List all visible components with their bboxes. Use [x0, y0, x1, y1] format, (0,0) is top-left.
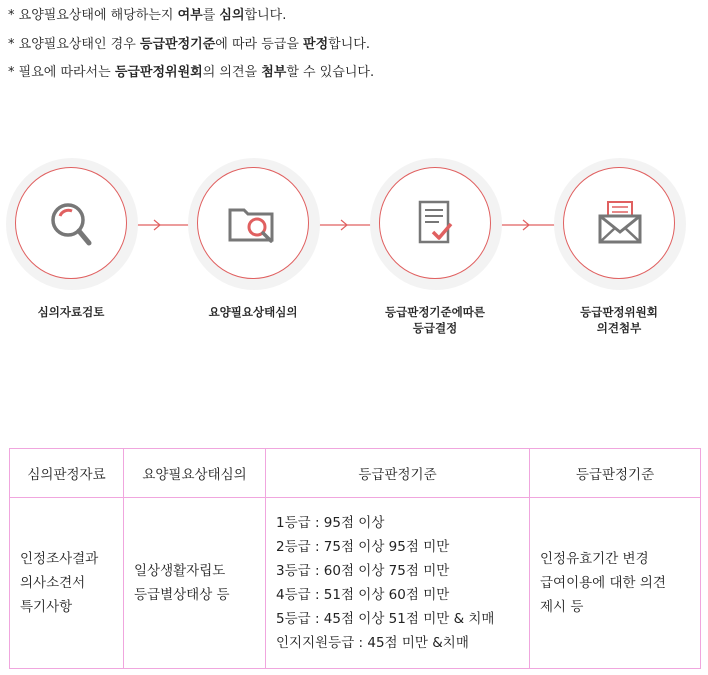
step-halo [554, 158, 686, 290]
step-circle [15, 167, 127, 279]
step-halo [6, 158, 138, 290]
step-circle [563, 167, 675, 279]
magnifier-icon [42, 194, 102, 254]
step-halo [188, 158, 320, 290]
note-item: * 요양필요상태인 경우 등급판정기준에 따라 등급을 판정합니다. [8, 36, 370, 52]
notes-list [8, 2, 374, 88]
table-cell: 1등급 : 95점 이상 2등급 : 75점 이상 95점 미만 3등급 : 60점 이상 75점 미만 4등급 : 51점 이상 60점 미만 5등급 : 45점 이상 51점 미만 & 치매 인지지원등급 : 45점 미만 &치매 [266, 498, 530, 669]
table-header-cell: 등급판정기준 [266, 449, 530, 498]
step-label: 심의자료검토 [37, 305, 105, 319]
folder-search-icon [224, 194, 284, 254]
envelope-icon [590, 194, 650, 254]
step-label: 등급판정위원회 의견첨부 [580, 305, 658, 335]
note-item: * 요양필요상태에 해당하는지 여부를 심의합니다. [8, 8, 287, 23]
table-cell: 인정조사결과 의사소견서 특기사항 [10, 498, 124, 669]
table-header-cell: 등급판정기준 [530, 449, 701, 498]
document-check-icon [406, 194, 466, 254]
criteria-table [9, 448, 701, 669]
step-circle [197, 167, 309, 279]
step-label: 요양필요상태심의 [208, 305, 298, 319]
table-row [10, 498, 701, 669]
note-item: * 필요에 따라서는 등급판정위원회의 의견을 첨부할 수 있습니다. [8, 65, 375, 80]
table-header-cell: 요양필요상태심의 [124, 449, 266, 498]
step-circle [379, 167, 491, 279]
table-cell: 일상생활자립도 등급별상태상 등 [124, 498, 266, 669]
table-cell: 인정유효기간 변경 급여이용에 대한 의견 제시 등 [530, 498, 701, 669]
step-halo [370, 158, 502, 290]
table-header-row [10, 449, 701, 498]
step-label: 등급판정기준에따른 등급결정 [385, 305, 485, 335]
table-header-cell: 심의판정자료 [10, 449, 124, 498]
process-flow [0, 150, 708, 350]
